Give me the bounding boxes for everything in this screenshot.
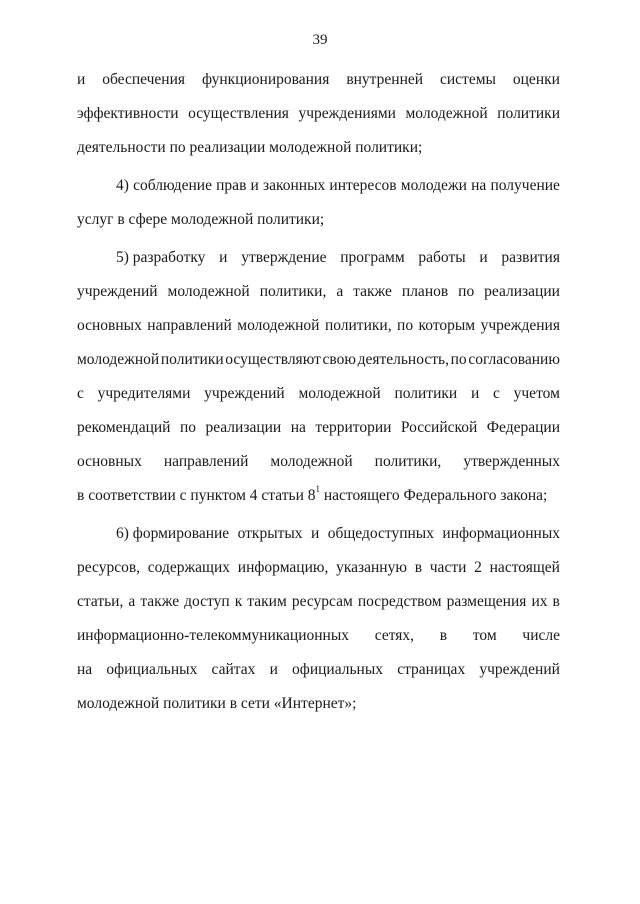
word: молодежной: [270, 453, 353, 470]
word: страницах: [397, 661, 466, 678]
word: законных: [263, 177, 326, 194]
text-line: [77, 316, 560, 350]
word: в: [414, 559, 423, 576]
word: молодежной: [237, 317, 320, 334]
word: которым: [418, 317, 476, 334]
word: направлений: [147, 317, 232, 334]
text-line-with-superscript: [77, 486, 560, 520]
word: числе: [522, 627, 560, 644]
word: утверждение: [241, 249, 327, 266]
word: учреждений: [479, 661, 560, 678]
word: основных: [77, 453, 142, 470]
word: в: [439, 627, 448, 644]
word: и: [269, 661, 278, 678]
word: и: [479, 249, 488, 266]
word: том: [472, 627, 497, 644]
word: к: [234, 593, 243, 610]
word: Российской: [400, 419, 478, 436]
word: утвержденных: [463, 453, 560, 470]
word: по: [179, 419, 196, 436]
word: указанную: [336, 559, 407, 576]
word: и: [219, 249, 228, 266]
word: учреждений: [204, 385, 285, 402]
word: рекомендаций: [77, 419, 171, 436]
text-line: [77, 282, 560, 316]
word: ресурсов,: [77, 559, 141, 576]
word: настоящей: [489, 559, 560, 576]
word: согласованию: [468, 351, 560, 368]
word: их: [531, 593, 548, 610]
word: на: [471, 177, 487, 194]
text-line: [77, 104, 560, 138]
word: официальных: [292, 661, 384, 678]
text-line: [77, 418, 560, 452]
text-line: [77, 452, 560, 486]
word: по: [397, 317, 414, 334]
word: молодежной: [77, 351, 160, 368]
word: учреждения: [480, 317, 560, 334]
word: 4): [116, 177, 129, 194]
word: 2: [474, 559, 482, 576]
word: а: [128, 593, 136, 610]
word: свою: [322, 351, 356, 368]
word: учредителями: [97, 385, 191, 402]
word: на: [77, 661, 93, 678]
text-line: [77, 248, 560, 282]
text-line: [77, 384, 560, 418]
word: политики,: [374, 453, 442, 470]
word: и: [311, 525, 320, 542]
word: молодежи: [400, 177, 467, 194]
word: осуществления: [188, 105, 289, 122]
word: статьи,: [77, 593, 124, 610]
word: территории: [315, 419, 392, 436]
word: внутренней: [346, 71, 424, 88]
paragraph-item-4: [77, 176, 560, 244]
word: политики: [497, 105, 560, 122]
word: программ: [340, 249, 405, 266]
word: сетях,: [374, 627, 415, 644]
word: учетом: [513, 385, 560, 402]
word: осуществляют: [225, 351, 321, 368]
word: функционирования: [201, 71, 330, 88]
word: по: [458, 283, 475, 300]
word: интересов: [329, 177, 397, 194]
word: развития: [501, 249, 560, 266]
document-body: [77, 70, 560, 728]
word: основных: [77, 317, 142, 334]
word: системы: [440, 71, 496, 88]
word: 6) формирование: [116, 525, 230, 542]
word: и: [250, 177, 259, 194]
word: с: [77, 385, 84, 402]
text-line: [77, 138, 560, 172]
text-line: [77, 660, 560, 694]
word: услуг в сфере молодежной политики;: [77, 211, 325, 228]
word: на: [290, 419, 306, 436]
word: молодежной: [405, 105, 488, 122]
word: размещения: [446, 593, 527, 610]
text-line: [77, 592, 560, 626]
paragraph-continuation: [77, 70, 560, 172]
word: общедоступных: [327, 525, 434, 542]
text-line: [77, 694, 560, 728]
text-line: [77, 70, 560, 104]
word: оценки: [512, 71, 560, 88]
word: по: [450, 351, 467, 368]
word: ресурсам: [291, 593, 353, 610]
word: планов: [401, 283, 449, 300]
text-line: [77, 626, 560, 660]
word: политики,: [324, 317, 392, 334]
word: деятельности по реализации молодежной политики;: [77, 139, 423, 156]
superscript: 1: [315, 484, 320, 494]
word: официальных: [106, 661, 198, 678]
word: политики: [160, 351, 224, 368]
word: реализации: [205, 419, 282, 436]
text-line: [77, 350, 560, 384]
text-segment: в соответствии с пунктом 4 статьи 8: [77, 487, 316, 504]
text-line: [77, 524, 560, 558]
word: информационно-телекоммуникационных: [77, 627, 350, 644]
word: и: [470, 385, 480, 402]
word: обеспечения: [102, 71, 186, 88]
word: также: [140, 593, 180, 610]
word: прав: [216, 177, 247, 194]
word: деятельность,: [357, 351, 449, 368]
word: а: [336, 283, 344, 300]
word: сайтах: [211, 661, 256, 678]
word: политики,: [259, 283, 327, 300]
word: информационных: [442, 525, 560, 542]
text-segment: настоящего Федерального закона;: [320, 487, 548, 504]
page-number: 39: [312, 32, 328, 48]
word: молодежной: [298, 385, 381, 402]
word: информацию,: [237, 559, 329, 576]
word: учреждениями: [298, 105, 396, 122]
word: Федерации: [486, 419, 560, 436]
word: доступ: [184, 593, 230, 610]
word: и: [77, 71, 86, 88]
word: направлений: [163, 453, 249, 470]
paragraph-item-5: [77, 248, 560, 520]
word: работы: [418, 249, 466, 266]
word: 5) разработку: [116, 249, 206, 266]
text-line: [77, 176, 560, 210]
word: реализации: [484, 283, 560, 300]
word: молодежной политики в сети «Интернет»;: [77, 695, 357, 712]
text-line: [77, 210, 560, 244]
word: части: [429, 559, 467, 576]
word: таким: [247, 593, 287, 610]
text-line: [77, 558, 560, 592]
word: соблюдение: [133, 177, 212, 194]
word: эффективности: [77, 105, 179, 122]
word: молодежной: [167, 283, 250, 300]
word: учреждений: [77, 283, 158, 300]
word: с: [493, 385, 500, 402]
word: политики: [394, 385, 458, 402]
word: также: [353, 283, 392, 300]
paragraph-item-6: [77, 524, 560, 728]
word: посредством: [357, 593, 442, 610]
word: содержащих: [147, 559, 231, 576]
word: в: [552, 593, 560, 610]
word: открытых: [237, 525, 303, 542]
word: получение: [490, 177, 560, 194]
